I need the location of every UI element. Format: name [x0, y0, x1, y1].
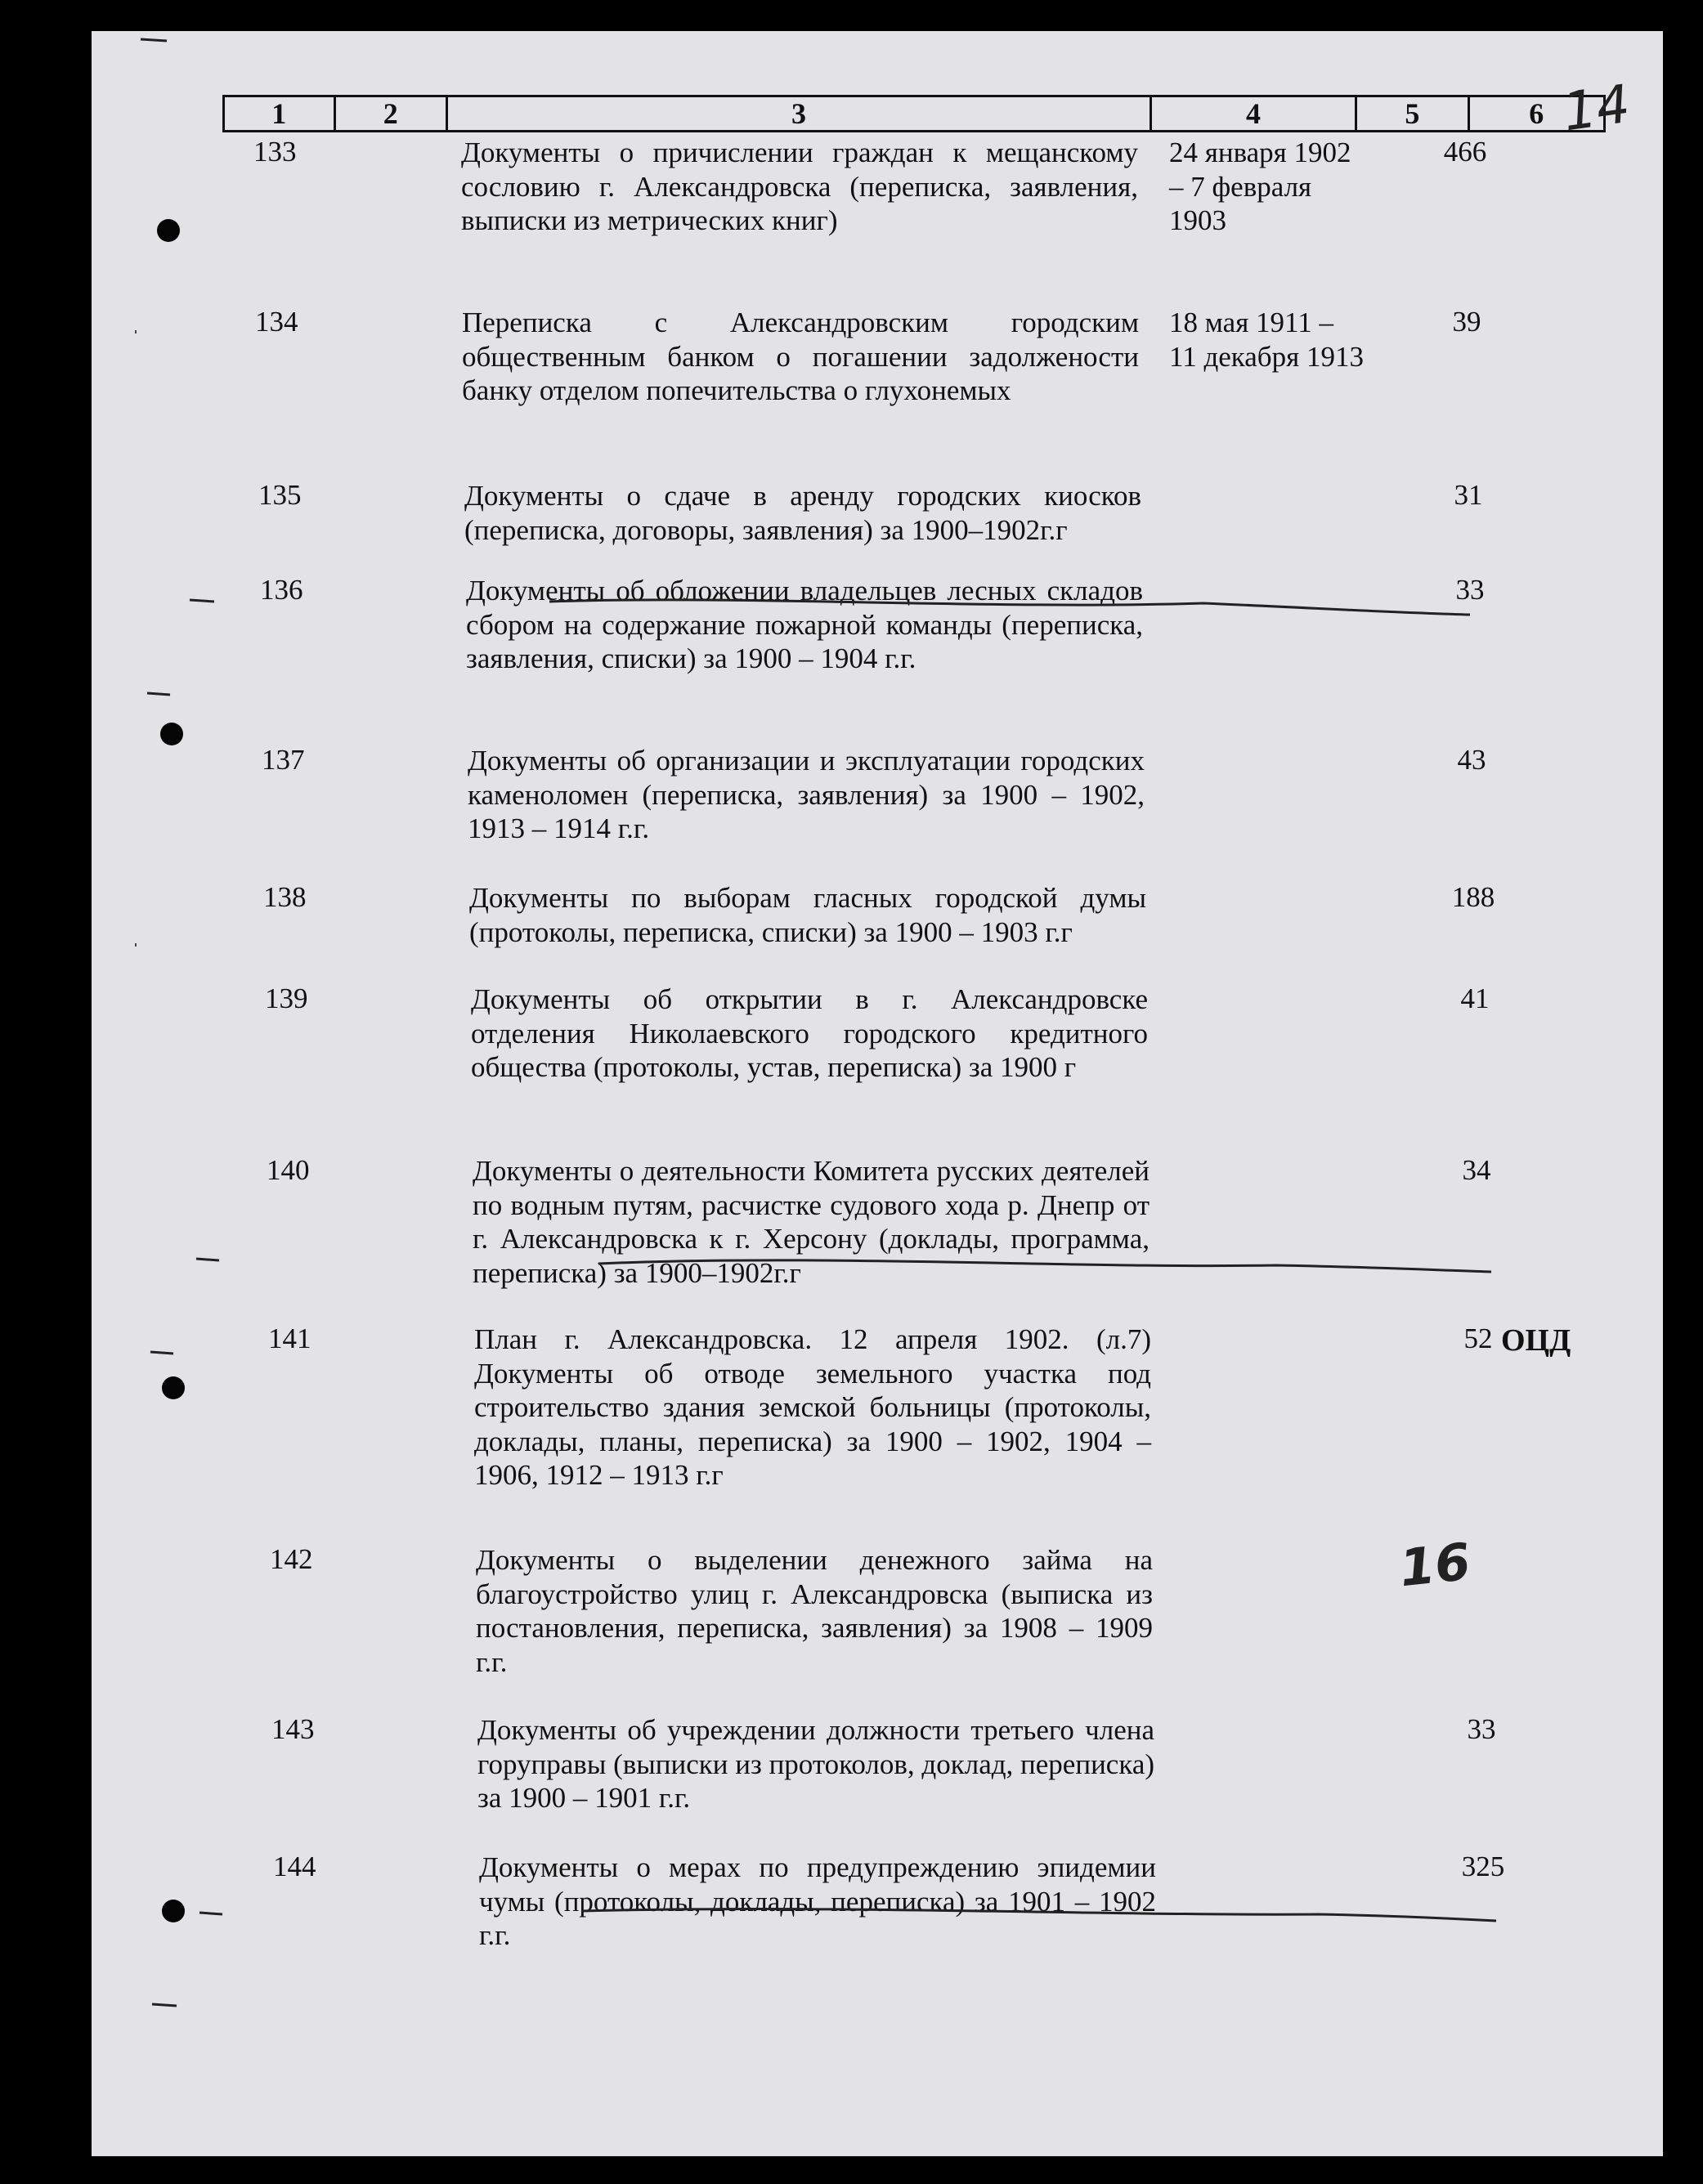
header-col-6: 6: [1529, 97, 1544, 130]
row-description: Документы об обложении владельцев лесных складов сбором на содержание пожарной команды (переписка, заявления, списки) за 1900 – 1904 г.г.: [466, 575, 1143, 674]
row-description: Документы об открытии в г. Александровске отделения Николаевского городского кредитного общества (протоколы, устав, переписка) за 1900 г: [471, 983, 1148, 1083]
row-number: 141: [268, 1322, 311, 1354]
header-col-3: 3: [448, 97, 1152, 130]
row-number: 137: [262, 744, 305, 776]
row-number: 133: [253, 136, 297, 168]
row-number: 144: [273, 1851, 316, 1882]
row-number: 140: [267, 1154, 310, 1186]
row-sheet-count: 31: [1454, 479, 1483, 511]
header-col-4: 4: [1152, 97, 1357, 130]
row-sheet-count: 52: [1463, 1322, 1493, 1354]
row-description: Документы о сдаче в аренду городских киосков (переписка, договоры, заявления) за 1900–1902г.г: [464, 480, 1141, 546]
row-number: 143: [271, 1713, 315, 1745]
header-col-5: 5: [1357, 97, 1470, 130]
row-sheet-count: 188: [1451, 881, 1495, 913]
row-sheet-count: 34: [1462, 1154, 1491, 1186]
row-number: 139: [265, 982, 308, 1014]
header-col-2: 2: [336, 97, 449, 130]
row-sheet-count: 41: [1460, 982, 1490, 1014]
row-description: Документы о выделении денежного займа на благоустройство улиц г. Александровска (выписка из постановления, переписка, заявления) за 1908 – 1909 г.г.: [476, 1544, 1153, 1678]
row-number: 134: [255, 306, 298, 338]
handwritten-sheet-count: 16: [1396, 1531, 1473, 1599]
row-description: Документы о мерах по предупреждению эпидемии чумы (протоколы, доклады, переписка) за 1901 – 1902 г.г.: [479, 1851, 1156, 1951]
row-sheet-count: 466: [1443, 136, 1487, 168]
row-description: Документы о деятельности Комитета русских деятелей по водным путям, расчистке судового хода р. Днепр от г. Александровска к г. Херсону (доклады, программа, переписка) за 1900–1902г.г: [473, 1155, 1150, 1289]
row-sheet-count: 33: [1455, 574, 1485, 606]
row-number: 136: [260, 574, 303, 606]
row-description: План г. Александровска. 12 апреля 1902. (л.7) Документы об отводе земельного участка под строительство здания земской больницы (протоколы, доклады, планы, переписка) за 1900 – 1902, 1904 – 1906, 1912 – 1913 г.г: [474, 1323, 1151, 1491]
folio-number: 14: [1559, 74, 1634, 144]
row-sheet-count: 43: [1457, 744, 1486, 776]
row-note: ОЦД: [1501, 1323, 1571, 1358]
pen-strokes: [92, 31, 1663, 2156]
row-description: Документы о причислении граждан к мещанскому сословию г. Александровска (переписка, заявления, выписки из метрических книг): [461, 136, 1138, 236]
row-sheet-count: 33: [1467, 1713, 1496, 1745]
row-number: 135: [258, 479, 302, 511]
row-date: 24 января 1902 – 7 февраля 1903: [1169, 136, 1351, 236]
row-description: Документы об учреждении должности третьего члена горуправы (выписки из протоколов, доклад, переписка) за 1900 – 1901 г.г.: [477, 1714, 1155, 1814]
row-description: Переписка с Александровским городским общественным банком о погашении задолжености банку отделом попечительства о глухонемых: [462, 307, 1139, 406]
row-sheet-count: 325: [1461, 1851, 1505, 1882]
row-sheet-count: 39: [1452, 306, 1481, 338]
archive-page: [92, 31, 1663, 2156]
header-col-1: 1: [225, 97, 336, 130]
row-description: Документы об организации и эксплуатации городских каменоломен (переписка, заявления) за 1900 – 1902, 1913 – 1914 г.г.: [468, 745, 1145, 844]
row-number: 142: [270, 1543, 313, 1575]
row-date: 18 мая 1911 – 11 декабря 1913: [1169, 307, 1364, 373]
row-description: Документы по выборам гласных городской думы (протоколы, переписка, списки) за 1900 – 1903 г.г: [469, 882, 1146, 948]
row-number: 138: [263, 881, 307, 913]
